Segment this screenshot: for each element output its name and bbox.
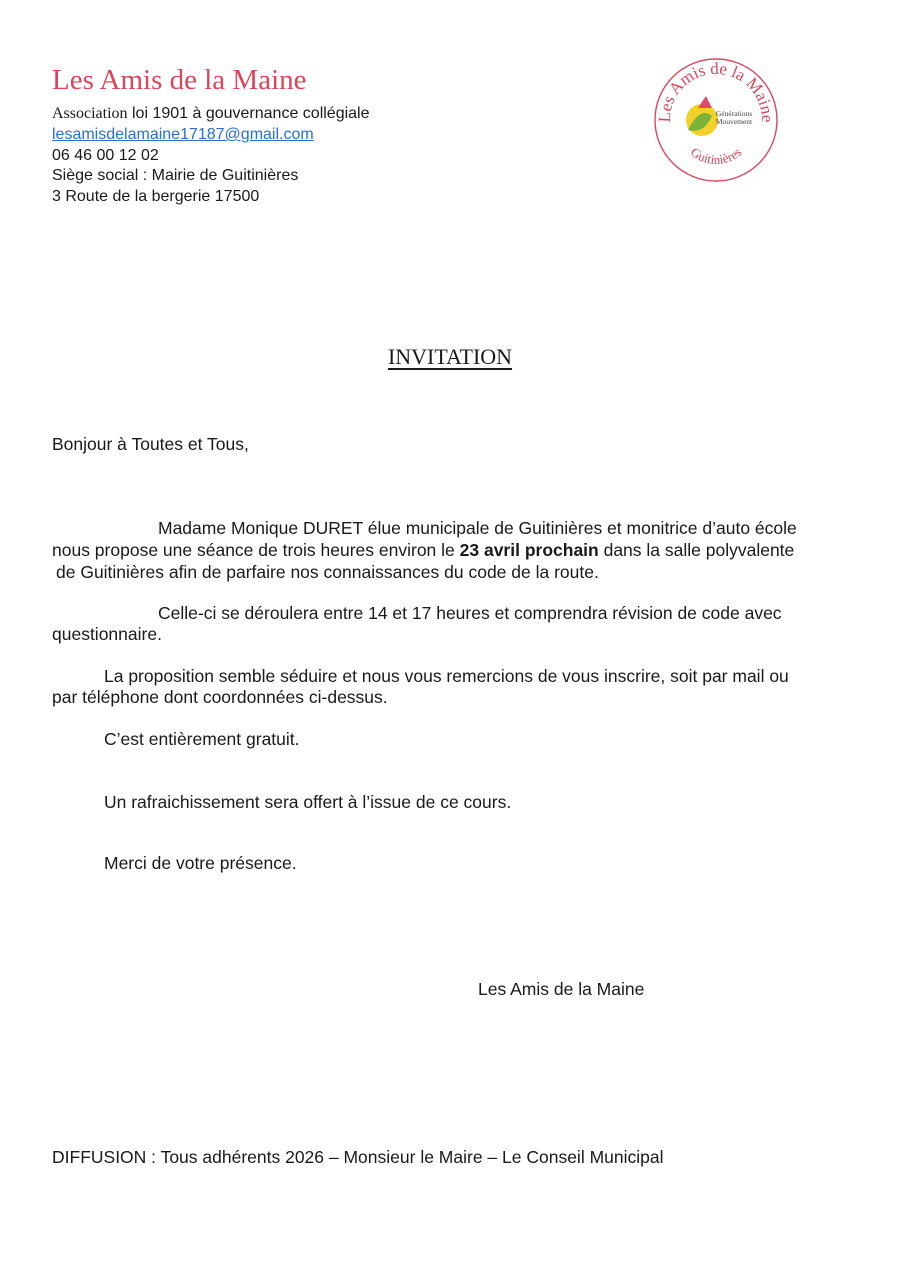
paragraph-3-line-2: par téléphone dont coordonnées ci-dessus. bbox=[52, 687, 388, 707]
organization-name: Les Amis de la Maine bbox=[52, 64, 307, 96]
paragraph-2-line-1: Celle-ci se déroulera entre 14 et 17 heures et comprendra révision de code avec bbox=[158, 603, 782, 623]
registered-office: Siège social : Mairie de Guitinières bbox=[52, 167, 299, 184]
paragraph-1-line-1: Madame Monique DURET élue municipale de Guitinières et monitrice d’auto école bbox=[158, 518, 797, 538]
association-line bbox=[52, 104, 370, 124]
logo-inner-text-1: Générations bbox=[715, 109, 753, 118]
paragraph-2-line-2: questionnaire. bbox=[52, 624, 162, 644]
paragraph-6: Merci de votre présence. bbox=[104, 853, 297, 873]
signature: Les Amis de la Maine bbox=[478, 979, 645, 999]
address: 3 Route de la bergerie 17500 bbox=[52, 188, 260, 205]
page-title: INVITATION bbox=[387, 344, 513, 369]
logo-ring-bottom-text: Guitinières bbox=[687, 144, 745, 168]
diffusion-line: DIFFUSION : Tous adhérents 2026 – Monsieur le Maire – Le Conseil Municipal bbox=[52, 1147, 664, 1167]
paragraph-3-line-1: La proposition semble séduire et nous vous remercions de vous inscrire, soit par mail ou bbox=[104, 666, 789, 686]
paragraph-1-line-2: nous propose une séance de trois heures environ le 23 avril prochain dans la salle polyvalente bbox=[52, 540, 795, 560]
phone-number: 06 46 00 12 02 bbox=[52, 147, 159, 164]
association-word: Association bbox=[52, 105, 128, 122]
email-link[interactable]: lesamisdelamaine17187@gmail.com bbox=[52, 126, 314, 143]
association-logo bbox=[652, 56, 780, 184]
paragraph-5: Un rafraichissement sera offert à l’issue de ce cours. bbox=[104, 792, 512, 812]
event-date: 23 avril prochain bbox=[459, 540, 599, 560]
paragraph-4: C’est entièrement gratuit. bbox=[104, 729, 300, 749]
logo-inner-text-2: Mouvement bbox=[715, 117, 753, 126]
flower-icon bbox=[698, 96, 712, 108]
greeting: Bonjour à Toutes et Tous, bbox=[52, 434, 249, 454]
logo-ring-top-text: Les Amis de la Maine bbox=[654, 58, 778, 123]
paragraph-1-line-3: de Guitinières afin de parfaire nos connaissances du code de la route. bbox=[56, 562, 599, 582]
association-status: loi 1901 à gouvernance collégiale bbox=[132, 105, 370, 122]
